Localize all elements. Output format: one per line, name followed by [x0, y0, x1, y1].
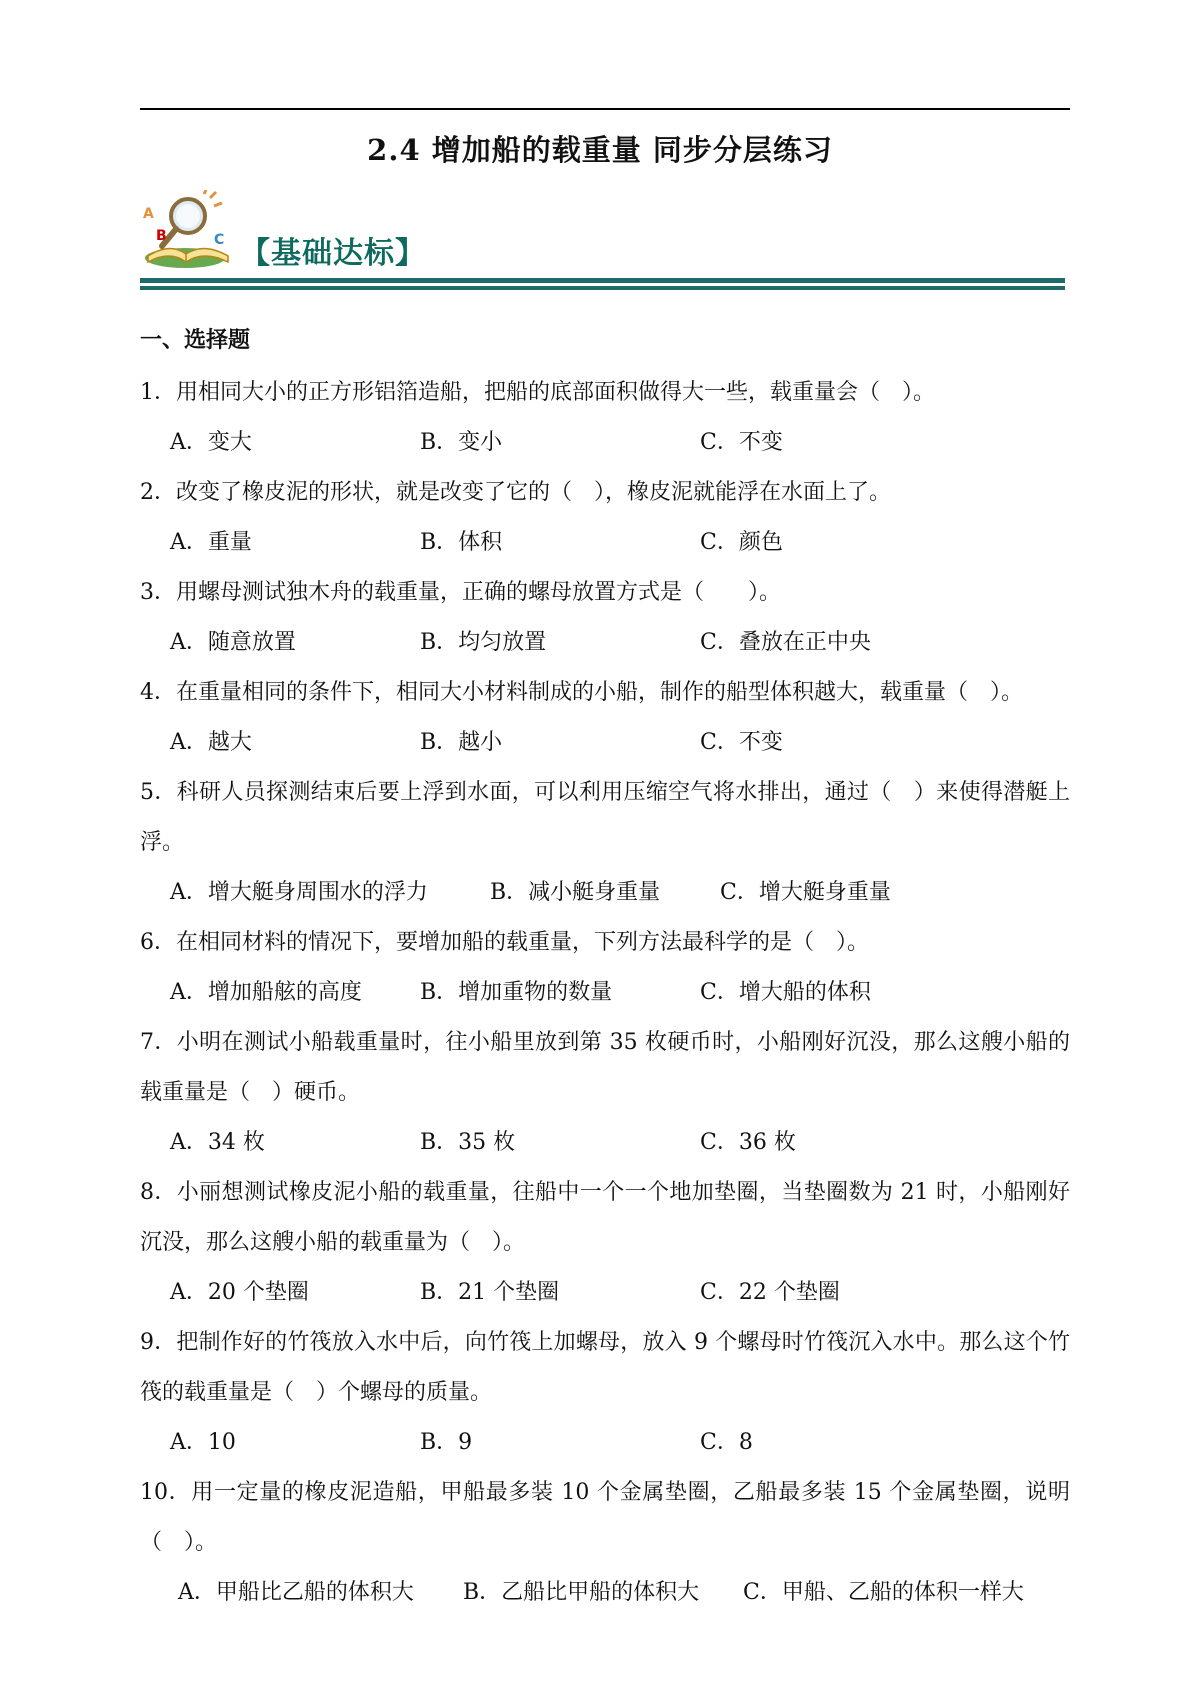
option-c: C．不变 — [700, 430, 783, 455]
option-row — [170, 968, 1070, 1018]
question-item — [140, 768, 1070, 918]
option-b: B．9 — [420, 1430, 473, 1455]
question-item — [140, 368, 1070, 468]
option-a: A．10 — [170, 1430, 236, 1455]
option-c: C．36 枚 — [700, 1130, 796, 1155]
option-row — [170, 1418, 1070, 1468]
option-row — [170, 618, 1070, 668]
question-text: 6．在相同材料的情况下，要增加船的载重量，下列方法最科学的是（ ）。 — [140, 930, 869, 955]
option-a: A．变大 — [170, 430, 252, 455]
option-c: C．颜色 — [700, 530, 783, 555]
question-text: 5．科研人员探测结束后要上浮到水面，可以利用压缩空气将水排出，通过（ ）来使得潜艇上浮。 — [140, 780, 1070, 855]
question-text: 4．在重量相同的条件下，相同大小材料制成的小船，制作的船型体积越大，载重量（ ）。 — [140, 680, 1024, 705]
question-item — [140, 1168, 1070, 1318]
page-title: 2.4 增加船的载重量 同步分层练习 — [367, 133, 833, 167]
option-a: A．越大 — [170, 730, 252, 755]
option-c: C．增大船的体积 — [700, 980, 871, 1005]
option-row — [178, 1568, 1070, 1618]
option-row — [170, 868, 1070, 918]
question-item — [140, 1468, 1070, 1618]
magnifier-book-icon — [140, 190, 240, 274]
option-row — [170, 518, 1070, 568]
logo-letter-a: A — [143, 206, 154, 222]
option-c: C．增大艇身重量 — [720, 880, 891, 905]
option-c: C．不变 — [700, 730, 783, 755]
question-item — [140, 1318, 1070, 1468]
question-text: 8．小丽想测试橡皮泥小船的载重量，往船中一个一个地加垫圈，当垫圈数为 21 时，小船刚好沉没，那么这艘小船的载重量为（ ）。 — [140, 1180, 1070, 1255]
option-row — [170, 1268, 1070, 1318]
option-c: C．8 — [700, 1430, 753, 1455]
option-b: B．乙船比甲船的体积大 — [463, 1580, 700, 1605]
question-text: 9．把制作好的竹筏放入水中后，向竹筏上加螺母，放入 9 个螺母时竹筏沉入水中。那么这个竹筏的载重量是（ ）个螺母的质量。 — [140, 1330, 1070, 1405]
option-b: B．21 个垫圈 — [420, 1280, 560, 1305]
option-row — [170, 418, 1070, 468]
banner-label: 【基础达标】 — [240, 236, 426, 271]
question-item — [140, 1018, 1070, 1168]
option-a: A．增加船舷的高度 — [170, 980, 362, 1005]
option-b: B．增加重物的数量 — [420, 980, 613, 1005]
option-b: B．减小艇身重量 — [490, 880, 661, 905]
option-a: A．随意放置 — [170, 630, 296, 655]
logo-letter-b: B — [156, 228, 167, 244]
option-a: A．重量 — [170, 530, 252, 555]
question-text: 10．用一定量的橡皮泥造船，甲船最多装 10 个金属垫圈，乙船最多装 15 个金属垫圈，说明（ ）。 — [140, 1480, 1070, 1555]
option-a: A．20 个垫圈 — [170, 1280, 309, 1305]
question-item — [140, 668, 1070, 768]
question-text: 3．用螺母测试独木舟的载重量，正确的螺母放置方式是（ ）。 — [140, 580, 781, 605]
question-text: 2．改变了橡皮泥的形状，就是改变了它的（ ），橡皮泥就能浮在水面上了。 — [140, 480, 891, 505]
header-rule — [140, 108, 1070, 110]
question-text: 1．用相同大小的正方形铝箔造船，把船的底部面积做得大一些，载重量会（ ）。 — [140, 380, 935, 405]
section-heading: 一、选择题 — [140, 327, 251, 353]
option-c: C．叠放在正中央 — [700, 630, 871, 655]
section-banner — [140, 190, 1070, 300]
banner-rule-top — [140, 278, 1065, 283]
option-b: B．变小 — [420, 430, 503, 455]
question-item — [140, 468, 1070, 568]
logo-letter-c: C — [214, 232, 225, 248]
option-row — [170, 1118, 1070, 1168]
option-c: C．甲船、乙船的体积一样大 — [743, 1580, 1024, 1605]
banner-rule-bottom — [140, 286, 1065, 290]
option-a: A．甲船比乙船的体积大 — [178, 1580, 414, 1605]
option-a: A．增大艇身周围水的浮力 — [170, 880, 428, 905]
question-item — [140, 918, 1070, 1018]
question-item — [140, 568, 1070, 668]
question-list — [140, 368, 1070, 1618]
option-a: A．34 枚 — [170, 1130, 265, 1155]
question-text: 7．小明在测试小船载重量时，往小船里放到第 35 枚硬币时，小船刚好沉没，那么这艘小船的载重量是（ ）硬币。 — [140, 1030, 1070, 1105]
option-row — [170, 718, 1070, 768]
option-b: B．均匀放置 — [420, 630, 547, 655]
option-c: C．22 个垫圈 — [700, 1280, 840, 1305]
option-b: B．35 枚 — [420, 1130, 516, 1155]
option-b: B．越小 — [420, 730, 503, 755]
option-b: B．体积 — [420, 530, 503, 555]
